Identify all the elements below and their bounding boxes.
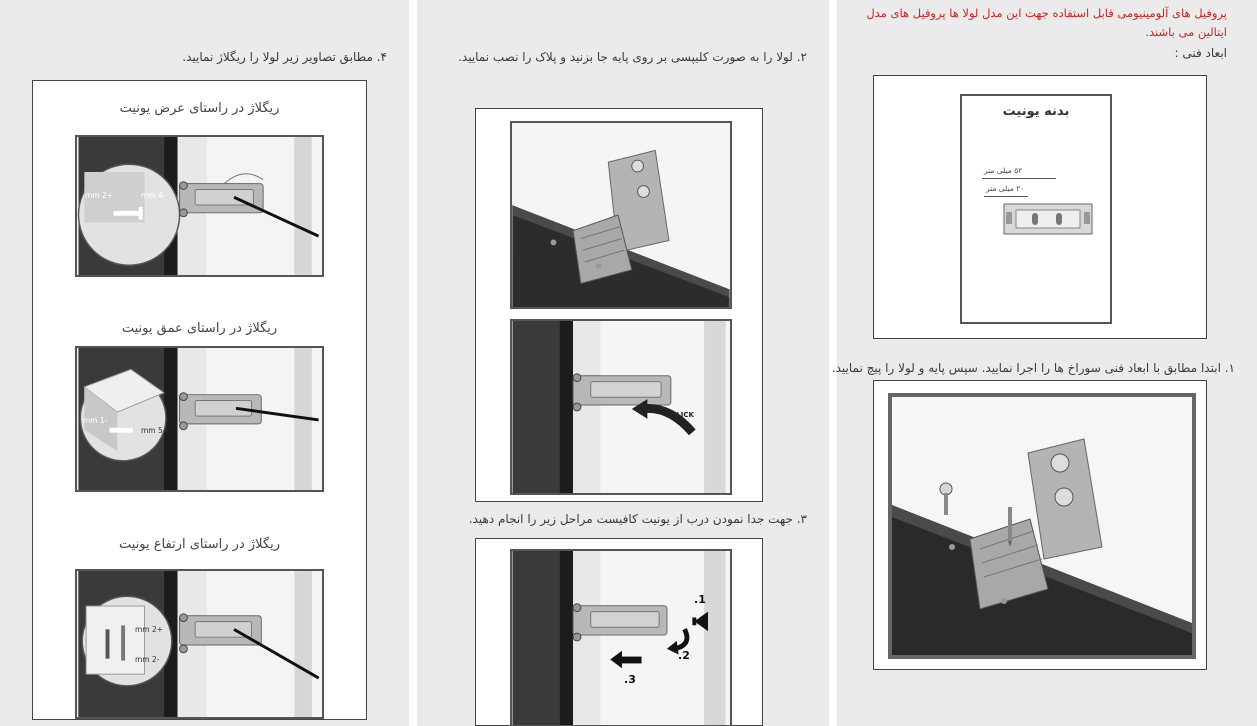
adjustment-frame [32,80,367,720]
hinge-icon [512,551,730,725]
width-minus-label: -4 mm [141,191,166,200]
step4-heading: ۴. مطابق تصاویر زیر لولا را ریگلاژ نمایید. [182,50,387,64]
screwdriver-icon [1008,507,1012,547]
depth-plus-label: +5 mm [141,426,170,435]
hinge-icon [512,123,730,307]
adjust-height-caption: ریگلاژ در راستای ارتفاع یونیت [119,537,280,552]
click-photo [510,319,732,495]
adjust-depth-photo [75,346,324,492]
dimension-20-line [984,196,1028,197]
step2-heading: ۲. لولا را به صورت کلیپسی بر روی پایه جا بزنید و پلاک را نصب نمایید. [458,50,807,64]
clip-on-photo [510,121,732,309]
adjust-width-caption: ریگلاژ در راستای عرض یونیت [119,101,280,116]
step2-frame [475,108,763,502]
unit-body-title: بدنه یونیت [1002,104,1070,119]
unit-body-sheet [960,94,1112,324]
adjust-width-photo [75,135,324,277]
specs-heading: ابعاد فنی : [1174,46,1227,60]
step1-panel [831,0,1257,726]
step4-panel [0,0,409,726]
hinge-icon [77,137,322,275]
dimension-20-label: ۲۰ میلی متر [986,184,1025,193]
dimension-52-label: ۵۲ میلی متر [984,166,1023,175]
dimension-52-line [982,178,1056,179]
step-number-2: 2. [678,649,690,662]
profile-note: پروفیل های آلومینیومی قابل استفاده جهت این مدل لولا ها پروفیل های مدل ایتالین می باشند. [866,6,1227,39]
detach-photo [510,549,732,726]
height-plus-label: +2 mm [135,625,164,634]
step3-frame [475,538,763,726]
step1-frame [873,380,1207,670]
mounting-photo [888,393,1196,659]
height-minus-label: -2 mm [135,655,160,664]
step1-heading: ۱. ابتدا مطابق با ابعاد فنی سوراخ ها را اجرا نمایید. سپس پایه و لولا را پیچ نمایید. [831,361,1235,375]
adjust-depth-caption: ریگلاژ در راستای عمق یونیت [121,321,278,336]
hinge-icon [77,348,322,490]
hinge-icon [512,321,730,493]
width-plus-label: +2 mm [85,191,114,200]
step3-heading: ۳. جهت جدا نمودن درب از یونیت کافیست مراحل زیر را انجام دهید. [468,512,807,526]
hinge-icon [77,571,322,717]
step2-step3-panel [417,0,829,726]
specs-frame [873,75,1207,339]
step-number-1: 1. [694,593,706,606]
step-number-3: 3. [624,673,636,686]
depth-minus-label: -1 mm [83,416,108,425]
adjust-height-photo [75,569,324,719]
hinge-icon [892,397,1192,655]
click-label: CLICK! [668,411,694,419]
mounting-plate-icon [1002,200,1096,240]
